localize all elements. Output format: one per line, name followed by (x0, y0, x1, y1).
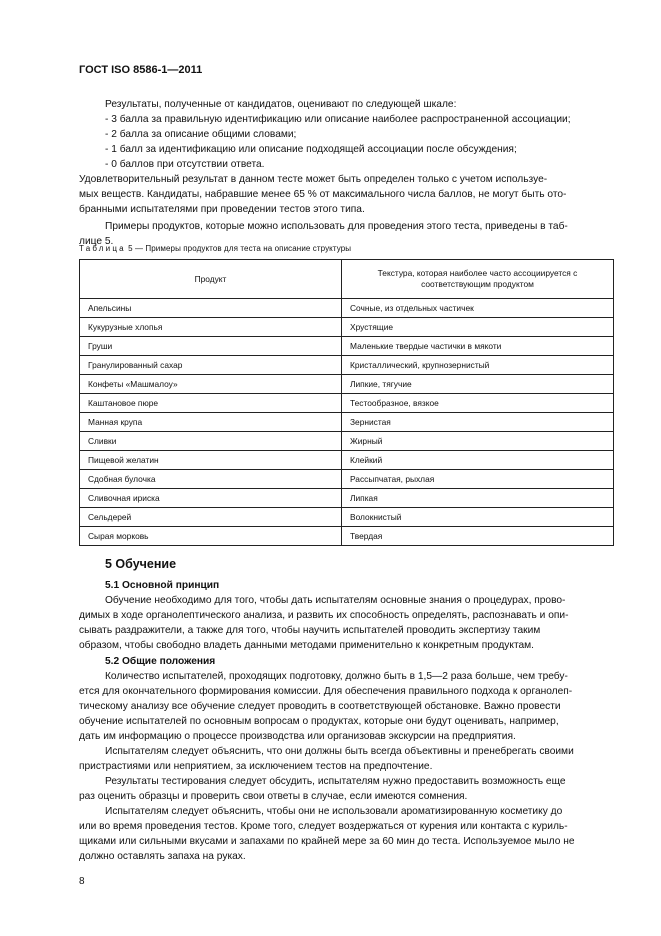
product-cell: Апельсины (80, 299, 342, 318)
table-row (80, 489, 614, 508)
table-row (80, 375, 614, 394)
document-header: ГОСТ ISO 8586-1—2011 (79, 64, 203, 76)
s52-p2-line-1: Испытателям следует объяснить, что они должны быть всегда объективны и пренебрегать своими (105, 746, 574, 757)
table-row (80, 356, 614, 375)
product-cell: Сливки (80, 432, 342, 451)
table-row (80, 394, 614, 413)
product-cell: Гранулированный сахар (80, 356, 342, 375)
s52-p4-line-4: должно оставлять запаха на руках. (79, 851, 246, 862)
table-row (80, 470, 614, 489)
table-row (80, 337, 614, 356)
s52-p3-line-2: раз оценить образцы и проверить свои ответы в случае, если имеются сомнения. (79, 791, 468, 802)
texture-cell: Твердая (342, 527, 614, 546)
s51-line-2: димых в ходе органолептического анализа, и развить их способность определять, распознавать и опи- (79, 610, 569, 621)
header-texture-line-2: соответствующим продуктом (421, 279, 534, 289)
table-row (80, 432, 614, 451)
examples-line-1: Примеры продуктов, которые можно использовать для проведения этого теста, приведены в таб- (105, 221, 568, 232)
product-cell: Кукурузные хлопья (80, 318, 342, 337)
texture-cell: Тестообразное, вязкое (342, 394, 614, 413)
table-caption (79, 244, 351, 253)
subsection-5-1-title: 5.1 Основной принцип (105, 580, 220, 591)
scoring-section (79, 97, 615, 249)
satisfactory-line-2: мых веществ. Кандидаты, набравшие менее 65 % от максимального числа баллов, не могут быть ото- (79, 189, 567, 200)
page-number: 8 (79, 876, 85, 887)
s52-p4-line-3: щиками или сильными вкусами и запахами по крайней мере за 60 мин до теста. Используемое мыло не (79, 836, 575, 847)
s52-p1-line-3: тическому анализу все обучение следует проводить в соответствующей обстановке. Важно провести (79, 701, 561, 712)
table-row (80, 299, 614, 318)
s52-p4-line-1: Испытателям следует объяснить, чтобы они не использовали ароматизированную косметику до (105, 806, 563, 817)
texture-cell: Зернистая (342, 413, 614, 432)
s52-p2-line-2: пристрастиями или неприятием, за исключением тестов на предпочтение. (79, 761, 433, 772)
satisfactory-line-1: Удовлетворительный результат в данном тесте может быть определен только с учетом используе- (79, 174, 548, 185)
satisfactory-line-3: бранными испытателями при проведении тестов этого типа. (79, 204, 365, 215)
section-5-body (79, 578, 615, 864)
s52-p4-line-2: или во время проведения тестов. Кроме того, следует воздержаться от курения или контакта с куриль- (79, 821, 568, 832)
product-cell: Манная крупа (80, 413, 342, 432)
texture-cell: Жирный (342, 432, 614, 451)
table-row (80, 451, 614, 470)
texture-cell: Клейкий (342, 451, 614, 470)
scale-item-3: - 3 балла за правильную идентификацию или описание наиболее распространенной ассоциации; (105, 114, 571, 125)
scale-item-0: - 0 баллов при отсутствии ответа. (105, 159, 265, 170)
header-texture (342, 260, 614, 299)
product-cell: Сдобная булочка (80, 470, 342, 489)
scale-intro: Результаты, полученные от кандидатов, оценивают по следующей шкале: (105, 99, 457, 110)
product-cell: Конфеты «Машмалоу» (80, 375, 342, 394)
table-row (80, 527, 614, 546)
texture-cell: Рассыпчатая, рыхлая (342, 470, 614, 489)
table-row (80, 318, 614, 337)
product-cell: Каштановое пюре (80, 394, 342, 413)
s52-p1-line-1: Количество испытателей, проходящих подготовку, должно быть в 1,5—2 раза больше, чем требу- (105, 671, 568, 682)
texture-cell: Липкая (342, 489, 614, 508)
texture-cell: Липкие, тягучие (342, 375, 614, 394)
products-table (79, 259, 614, 546)
s52-p1-line-2: ется для окончательного формирования комиссии. Для обеспечения правильного подхода к органолеп- (79, 686, 573, 697)
s51-line-1: Обучение необходимо для того, чтобы дать испытателям основные знания о процедурах, прово- (105, 595, 566, 606)
texture-cell: Кристаллический, крупнозернистый (342, 356, 614, 375)
scale-item-1: - 1 балл за идентификацию или описание подходящей ассоциации после обсуждения; (105, 144, 517, 155)
table-caption-word: Таблица (79, 244, 126, 253)
product-cell: Сырая морковь (80, 527, 342, 546)
header-texture-line-1: Текстура, которая наиболее часто ассоциируется с (377, 268, 578, 278)
product-cell: Сельдерей (80, 508, 342, 527)
texture-cell: Маленькие твердые частички в мякоти (342, 337, 614, 356)
examples-line-2: лице 5. (79, 236, 114, 247)
table-row (80, 508, 614, 527)
subsection-5-2-title: 5.2 Общие положения (105, 656, 216, 667)
texture-cell: Сочные, из отдельных частичек (342, 299, 614, 318)
s52-p3-line-1: Результаты тестирования следует обсудить, испытателям нужно предоставить возможность еще (105, 776, 566, 787)
s51-line-4: образом, чтобы свободно владеть данными методами применительно к конкретным продуктам. (79, 640, 534, 651)
s52-p1-line-5: дать им информацию о процессе производства или организовав экскурсии на предприятия. (79, 731, 516, 742)
texture-cell: Хрустящие (342, 318, 614, 337)
s52-p1-line-4: обучение испытателей по основным вопросам о продуктах, которые они будут оценивать, например, (79, 716, 559, 727)
product-cell: Сливочная ириска (80, 489, 342, 508)
product-cell: Груши (80, 337, 342, 356)
product-cell: Пищевой желатин (80, 451, 342, 470)
section-5-title: 5 Обучение (105, 557, 177, 571)
table-caption-text: 5 — Примеры продуктов для теста на описание структуры (128, 244, 352, 253)
table-row (80, 413, 614, 432)
header-product: Продукт (80, 260, 342, 299)
scale-item-2: - 2 балла за описание общими словами; (105, 129, 297, 140)
texture-cell: Волокнистый (342, 508, 614, 527)
table-header-row (80, 260, 614, 299)
s51-line-3: сывать раздражители, а также для того, чтобы научить испытателей проводить экспертизу таким (79, 625, 541, 636)
